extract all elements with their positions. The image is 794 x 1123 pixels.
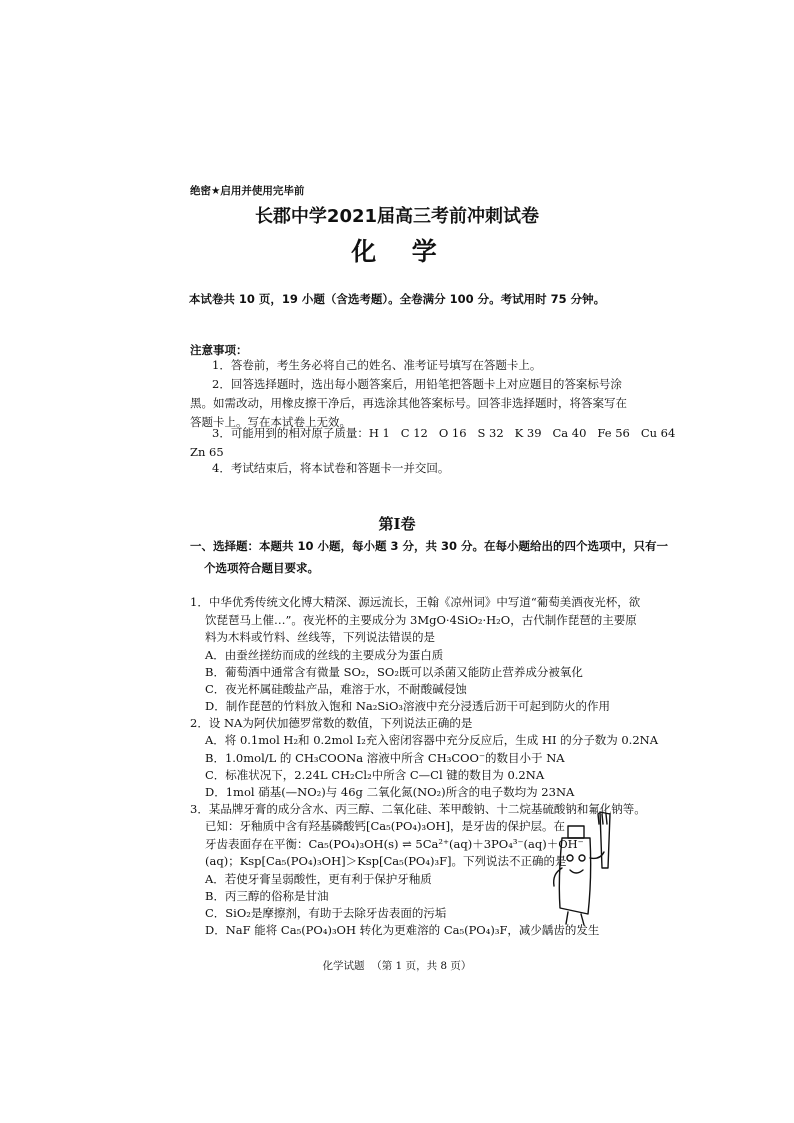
q1-stem: 饮琵琶马上催…”。夜光杯的主要成分为 3MgO·4SiO₂·H₂O，古代制作琵琶的主要原 xyxy=(205,613,637,627)
q3-option-d: D．NaF 能将 Ca₅(PO₄)₃OH 转化为更难溶的 Ca₅(PO₄)₃F，减少龋齿的发生 xyxy=(205,923,600,937)
exam-summary: 本试卷共 10 页，19 小题（含选考题）。全卷满分 100 分。考试用时 75 分钟。 xyxy=(188,292,606,306)
notice-line: 1．答卷前，考生务必将自己的姓名、准考证号填写在答题卡上。 xyxy=(212,358,542,372)
q2-option-c: C．标准状况下，2.24L CH₂Cl₂中所含 C—Cl 键的数目为 0.2NA xyxy=(205,768,545,782)
notice-line: 黑。如需改动，用橡皮擦干净后，再选涂其他答案标号。回答非选择题时，将答案写在 xyxy=(190,396,627,410)
q2-option-a: A．将 0.1mol H₂和 0.2mol I₂充入密闭容器中充分反应后，生成 HI 的分子数为 0.2NA xyxy=(205,733,659,747)
notice-line: 4．考试结束后，将本试卷和答题卡一并交回。 xyxy=(212,461,450,475)
toothpaste-illustration xyxy=(548,808,618,928)
notice-title: 注意事项： xyxy=(190,343,248,357)
notice-line: Zn 65 xyxy=(190,445,224,459)
notice-line: 2．回答选择题时，选出每小题答案后，用铅笔把答题卡上对应题目的答案标号涂 xyxy=(212,377,622,391)
q1-option-d: D．制作琵琶的竹料放入饱和 Na₂SiO₃溶液中充分浸透后沥干可起到防火的作用 xyxy=(205,699,610,713)
q2-stem: 2．设 NA为阿伏加德罗常数的数值，下列说法正确的是 xyxy=(190,716,473,730)
section-title: 第Ⅰ卷 xyxy=(378,515,416,533)
notice-line: 答题卡上。写在本试卷上无效。 xyxy=(190,415,351,429)
q1-option-b: B．葡萄酒中通常含有微量 SO₂，SO₂既可以杀菌又能防止营养成分被氧化 xyxy=(205,665,583,679)
q2-option-b: B．1.0mol/L 的 CH₃COONa 溶液中所含 CH₃COO⁻的数目小于 NA xyxy=(205,751,565,765)
q3-stem: 牙齿表面存在平衡：Ca₅(PO₄)₃OH(s) ⇌ 5Ca²⁺(aq)＋3PO₄³⁻(aq)＋OH⁻ xyxy=(205,837,584,851)
section-instruction: 个选项符合题目要求。 xyxy=(204,561,319,575)
q3-option-a: A．若使牙膏呈弱酸性，更有利于保护牙釉质 xyxy=(205,872,432,886)
q3-stem: 3．某品牌牙膏的成分含水、丙三醇、二氧化硅、苯甲酸钠、十二烷基硫酸钠和氟化钠等。 xyxy=(190,802,646,816)
secret-label: 绝密★启用并使用完毕前 xyxy=(190,185,305,197)
q3-stem: (aq)；Ksp[Ca₅(PO₄)₃OH]＞Ksp[Ca₅(PO₄)₃F]。下列说法不正确的是 xyxy=(205,854,567,868)
subject-title: 化 学 xyxy=(351,237,443,266)
section-instruction: 一、选择题：本题共 10 小题，每小题 3 分，共 30 分。在每小题给出的四个选项中，只有一 xyxy=(190,539,669,553)
q1-stem: 1．中华优秀传统文化博大精深、源远流长，王翰《凉州词》中写道“葡萄美酒夜光杯，欲 xyxy=(190,595,641,609)
q1-option-c: C．夜光杯属硅酸盐产品，难溶于水，不耐酸碱侵蚀 xyxy=(205,682,467,696)
q3-option-b: B．丙三醇的俗称是甘油 xyxy=(205,889,329,903)
q2-option-d: D．1mol 硝基(—NO₂)与 46g 二氧化氮(NO₂)所含的电子数均为 23NA xyxy=(205,785,575,799)
q1-option-a: A．由蚕丝搓纺而成的丝线的主要成分为蛋白质 xyxy=(205,648,444,662)
school-title: 长郡中学2021届高三考前冲刺试卷 xyxy=(254,206,540,227)
q1-stem: 料为木料或竹料、丝线等，下列说法错误的是 xyxy=(205,630,435,644)
q3-stem: 已知：牙釉质中含有羟基磷酸钙[Ca₅(PO₄)₃OH]，是牙齿的保护层。在 xyxy=(205,819,566,833)
page-footer: 化学试题 （第 1 页，共 8 页） xyxy=(322,960,472,972)
q3-option-c: C．SiO₂是摩擦剂，有助于去除牙齿表面的污垢 xyxy=(205,906,447,920)
notice-line: 3．可能用到的相对原子质量：H 1 C 12 O 16 S 32 K 39 Ca 40 Fe 56 Cu 64 xyxy=(212,426,676,440)
